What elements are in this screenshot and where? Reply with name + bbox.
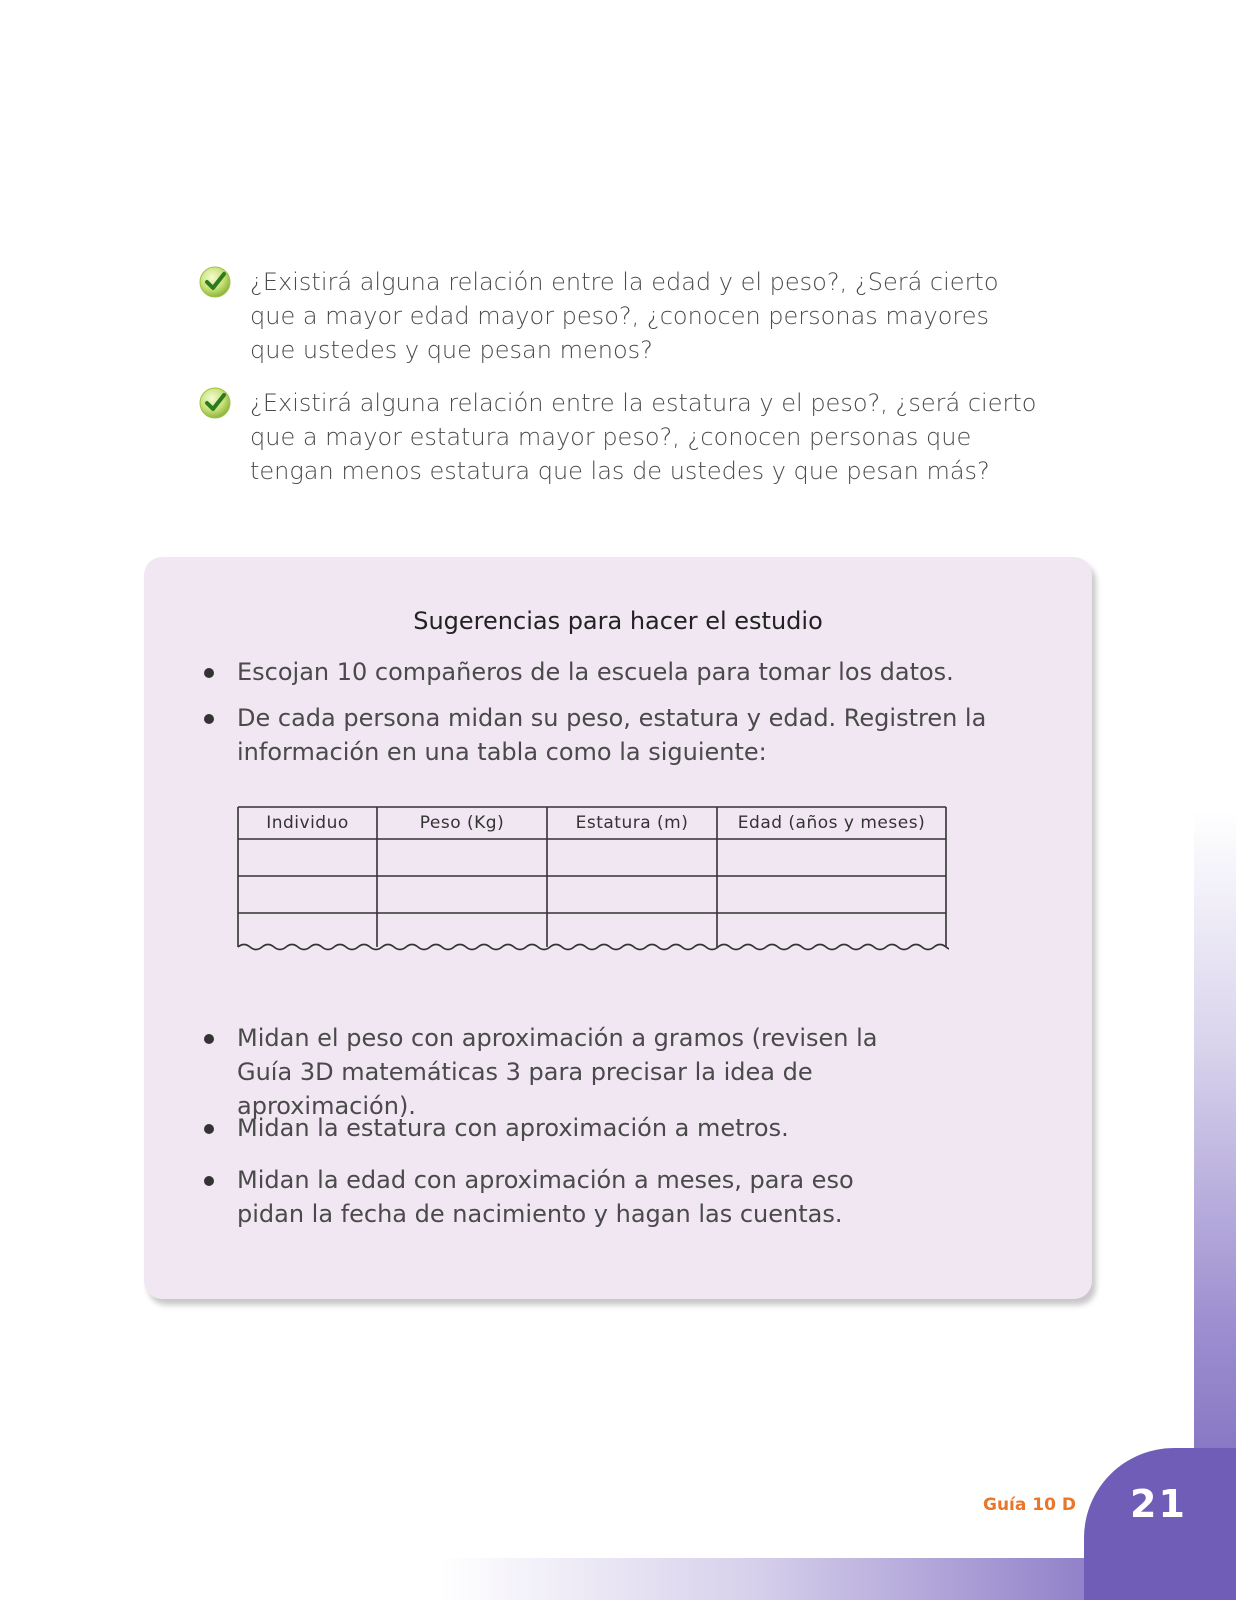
list-item-text: Midan la edad con aproximación a meses, para eso pidan la fecha de nacimiento y hagan las cuentas. bbox=[237, 1166, 854, 1228]
bullet-icon bbox=[204, 714, 214, 724]
question-text: ¿Existirá alguna relación entre la edad y el peso?, ¿Será cierto que a mayor edad mayor peso?, ¿conocen personas mayores que ustedes y que pesan menos? bbox=[250, 268, 999, 364]
list-item bbox=[204, 1163, 1074, 1231]
data-table bbox=[237, 806, 949, 956]
question-text: ¿Existirá alguna relación entre la estatura y el peso?, ¿será cierto que a mayor estatura mayor peso?, ¿conocen personas que tengan menos estatura que las de ustedes y que pesan más? bbox=[250, 389, 1037, 485]
check-icon bbox=[198, 265, 232, 299]
guide-label: Guía 10 D bbox=[983, 1495, 1076, 1515]
suggestions-box bbox=[144, 557, 1092, 1299]
list-item-text: Midan la estatura con aproximación a metros. bbox=[237, 1114, 789, 1142]
check-icon bbox=[198, 386, 232, 420]
page-number: 21 bbox=[1130, 1482, 1187, 1526]
bullet-icon bbox=[204, 1124, 214, 1134]
bullet-icon bbox=[204, 1034, 214, 1044]
list-item-text: De cada persona midan su peso, estatura y edad. Registren la información en una tabla como la siguiente: bbox=[237, 704, 987, 766]
bullet-icon bbox=[204, 1176, 214, 1186]
table-header-estatura: Estatura (m) bbox=[575, 813, 689, 833]
bullet-icon bbox=[204, 668, 214, 678]
list-item-text: Escojan 10 compañeros de la escuela para tomar los datos. bbox=[237, 658, 954, 686]
table-header-edad: Edad (años y meses) bbox=[737, 813, 926, 833]
table-header-individuo: Individuo bbox=[266, 813, 349, 833]
question-item bbox=[198, 386, 1038, 488]
list-item bbox=[204, 1111, 1074, 1145]
table-header-peso: Peso (Kg) bbox=[419, 813, 505, 833]
list-item bbox=[204, 701, 1074, 769]
list-item bbox=[204, 1021, 1074, 1123]
list-item bbox=[204, 655, 1074, 689]
suggestions-title: Sugerencias para hacer el estudio bbox=[413, 607, 823, 635]
question-item bbox=[198, 265, 1038, 367]
list-item-text: Midan el peso con aproximación a gramos (revisen la Guía 3D matemáticas 3 para precisar la idea de aproximación). bbox=[237, 1024, 878, 1120]
